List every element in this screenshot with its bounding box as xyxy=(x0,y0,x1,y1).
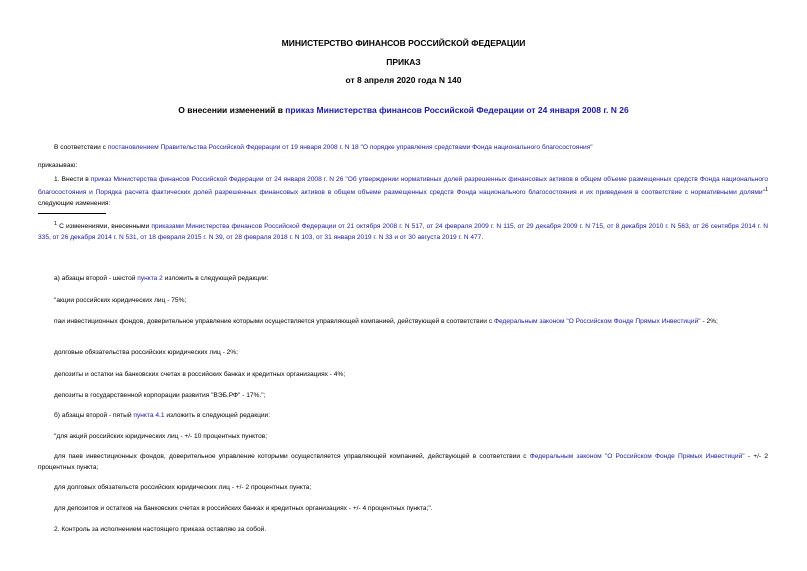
footnote-mark: 1 xyxy=(54,221,58,227)
b2-suffix: - +/- 2 процентных пункта; xyxy=(38,453,768,471)
a2-prefix: паи инвестиционных фондов, доверительное управление которыми осуществляется управляющей компанией, действующей в соответствии с xyxy=(54,318,494,325)
item1-suffix: следующие изменения: xyxy=(38,200,111,208)
doc-type-heading: ПРИКАЗ xyxy=(386,57,421,67)
subitem-b-link[interactable]: пункта 4.1 xyxy=(133,412,165,419)
title-link[interactable]: приказ Министерства финансов Российской Федерации от 24 января 2008 г. N 26 xyxy=(285,105,629,115)
subitem-b-line3: для долговых обязательств российских юридических лиц - +/- 2 процентных пункта; xyxy=(54,484,312,491)
b2-prefix: для паев инвестиционных фондов, доверительное управление которыми осуществляется управляющей компанией, действующей в соответствии с xyxy=(54,453,530,460)
intro-paragraph xyxy=(38,142,768,153)
b2-link[interactable]: Федеральным законом "О Российском Фонде Прямых Инвестиций" xyxy=(529,453,745,460)
subitem-a-line4: депозиты и остатки на банковских счетах в российских банках и кредитных организациях - 4%; xyxy=(54,371,346,378)
subitem-b-line2 xyxy=(38,451,768,473)
subitem-a-suffix: изложить в следующей редакции: xyxy=(162,275,269,282)
intro-prefix: В соответствии с xyxy=(54,144,108,151)
order-word: приказываю: xyxy=(38,162,78,169)
subitem-b-prefix: б) абзацы второй - пятый xyxy=(54,412,134,419)
title-prefix: О внесении изменений в xyxy=(178,105,286,115)
subitem-a-link[interactable]: пункта 2 xyxy=(137,275,163,282)
subitem-a-prefix: а) абзацы второй - шестой xyxy=(54,275,138,282)
ministry-heading: МИНИСТЕРСТВО ФИНАНСОВ РОССИЙСКОЙ ФЕДЕРАЦИИ xyxy=(281,38,526,48)
footnote-paragraph xyxy=(38,219,768,243)
item1-link[interactable]: приказ Министерства финансов Российской Федерации от 24 января 2008 г. N 26 "Об утверждении нормативных долей разрешенных финансовых активов в общем объеме размещенных средств Фонда национального благосостояния и Порядка расчета фактических долей разрешенных финансовых активов в общем объеме размещенных средств Фонда национального благосостояния и их приведения в соответствие с нормативными долями" xyxy=(38,176,768,197)
footnote-prefix: С изменениями, внесенными xyxy=(57,223,152,231)
item1-paragraph xyxy=(38,174,768,209)
item1-prefix: 1. Внести в xyxy=(54,176,91,183)
subitem-a-line2 xyxy=(38,316,768,327)
subitem-a xyxy=(54,273,768,284)
footnote-link[interactable]: приказами Министерства финансов Российской Федерации от 21 октября 2008 г. N 517, от 24 февраля 2009 г. N 115, от 29 декабря 2009 г. N 715, от 8 декабря 2010 г. N 563, от 26 сентября 2014 г. N 335, от 26 декабря 2014 г. N 531, от 18 февраля 2015 г. N 39, от 28 февраля 2018 г. N 103, от 31 января 2019 г. N 33 и от 30 августа 2019 г. N 477 xyxy=(38,223,768,242)
subitem-b-line4: для депозитов и остатков на банковских счетах в российских банках и кредитных организациях - +/- 4 процентных пункта;". xyxy=(54,505,433,512)
subitem-b-suffix: изложить в следующей редакции: xyxy=(164,412,271,419)
a2-suffix: - 2%; xyxy=(700,318,718,325)
a2-link[interactable]: Федеральным законом "О Российском Фонде Прямых Инвестиций" xyxy=(493,318,701,325)
subitem-b xyxy=(54,410,768,421)
footnote-divider xyxy=(38,213,106,214)
subitem-a-line3: долговые обязательства российских юридических лиц - 2%; xyxy=(54,349,238,356)
subitem-a-line1: "акции российских юридических лиц - 75%; xyxy=(54,297,187,304)
subitem-b-line1: "для акций российских юридических лиц - +/- 10 процентных пунктов; xyxy=(54,433,268,440)
item1-note-mark[interactable]: 1 xyxy=(764,187,768,193)
date-number-heading: от 8 апреля 2020 года N 140 xyxy=(345,75,462,85)
footnote-suffix: . xyxy=(481,234,484,242)
item2-paragraph: 2. Контроль за исполнением настоящего приказа оставляю за собой. xyxy=(54,526,267,533)
intro-link[interactable]: постановлением Правительства Российской Федерации от 19 января 2008 г. N 18 "О порядке управления средствами Фонда национального благосостояния" xyxy=(107,144,593,151)
document-title xyxy=(0,105,807,115)
subitem-a-line5: депозиты в государственной корпорации развития "ВЭБ.РФ" - 17%."; xyxy=(54,392,266,399)
